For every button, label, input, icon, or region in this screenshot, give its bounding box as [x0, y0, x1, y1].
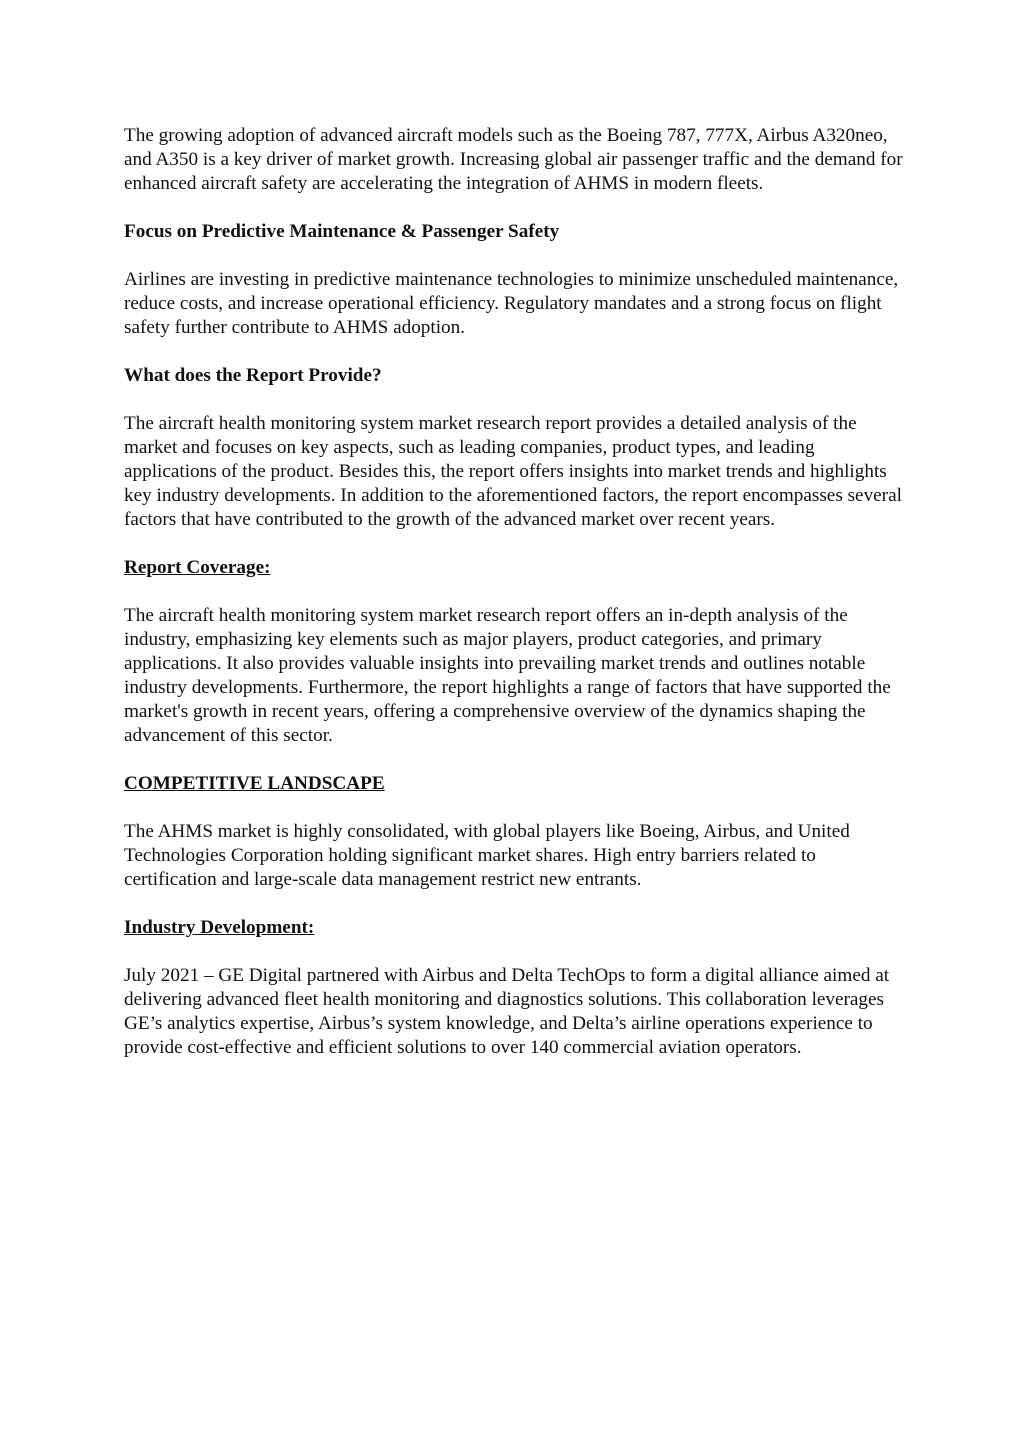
heading-predictive-maintenance: Focus on Predictive Maintenance & Passenger Safety: [124, 221, 560, 242]
industry-development-paragraph: July 2021 – GE Digital partnered with Airbus and Delta TechOps to form a digital alliance aimed at delivering advanced fleet health monitoring and diagnostics solutions. This collaboration leverages GE’s analytics expertise, Airbus’s system knowledge, and Delta’s airline operations experience to provide cost-effective and efficient solutions to over 140 commercial aviation operators.: [124, 965, 890, 1058]
report-provide-paragraph: The aircraft health monitoring system market research report provides a detailed analysis of the market and focuses on key aspects, such as leading companies, product types, and leading applications of the product. Besides this, the report offers insights into market trends and highlights key industry developments. In addition to the aforementioned factors, the report encompasses several factors that have contributed to the growth of the advanced market over recent years.: [124, 413, 902, 530]
heading-competitive-landscape: COMPETITIVE LANDSCAPE: [124, 773, 385, 794]
intro-paragraph: The growing adoption of advanced aircraft models such as the Boeing 787, 777X, Airbus A320neo, and A350 is a key driver of market growth. Increasing global air passenger traffic and the demand for enhanced aircraft safety are accelerating the integration of AHMS in modern fleets.: [124, 125, 903, 194]
report-coverage-paragraph: The aircraft health monitoring system market research report offers an in-depth analysis of the industry, emphasizing key elements such as major players, product categories, and primary applications. It also provides valuable insights into prevailing market trends and outlines notable industry developments. Furthermore, the report highlights a range of factors that have supported the market's growth in recent years, offering a comprehensive overview of the dynamics shaping the advancement of this sector.: [124, 605, 891, 746]
competitive-landscape-paragraph: The AHMS market is highly consolidated, with global players like Boeing, Airbus, and United Technologies Corporation holding significant market shares. High entry barriers related to certification and large-scale data management restrict new entrants.: [124, 821, 850, 890]
heading-report-provide: What does the Report Provide?: [124, 365, 382, 386]
document-page: [124, 124, 904, 1084]
heading-industry-development: Industry Development:: [124, 917, 315, 938]
heading-report-coverage: Report Coverage:: [124, 557, 271, 578]
predictive-maintenance-paragraph: Airlines are investing in predictive maintenance technologies to minimize unscheduled maintenance, reduce costs, and increase operational efficiency. Regulatory mandates and a strong focus on flight safety further contribute to AHMS adoption.: [124, 269, 899, 338]
